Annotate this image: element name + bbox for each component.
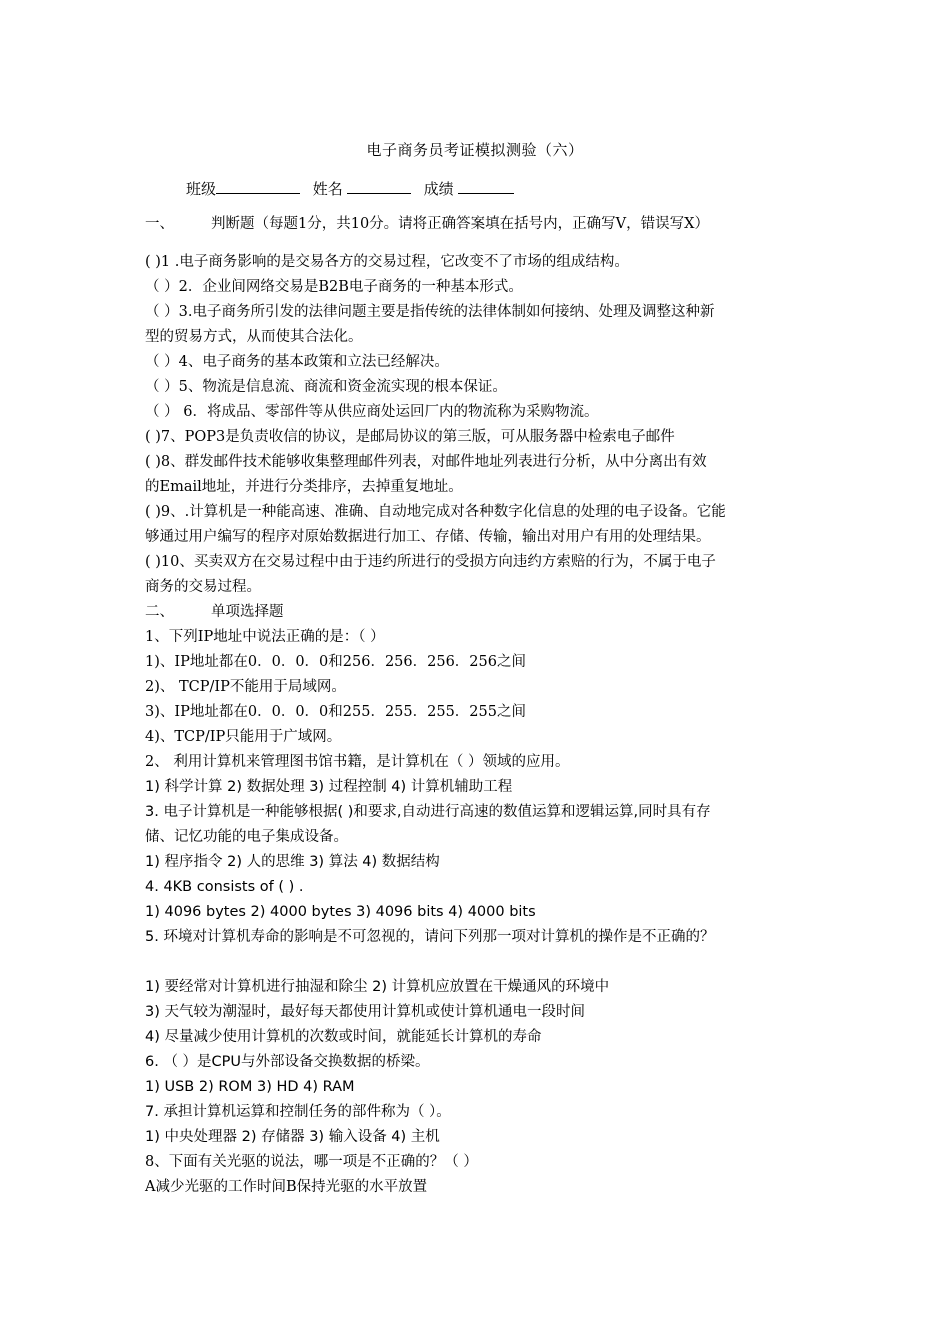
judge-line: （ ）3.电子商务所引发的法律问题主要是指传统的法律体制如何接纳、处理及调整这种新 xyxy=(145,304,715,320)
option-line: 1) 要经常对计算机进行抽湿和除尘 2) 计算机应放置在干燥通风的环境中 xyxy=(145,979,610,995)
class-blank xyxy=(216,179,300,194)
section2-title: 单项选择题 xyxy=(211,604,284,620)
question-line: 4. 4KB consists of ( ) . xyxy=(145,879,304,895)
judge-line: 的Email地址，并进行分类排序，去掉重复地址。 xyxy=(145,479,463,495)
option-line: 1)、IP地址都在0．0．0．0和256．256．256．256之间 xyxy=(145,654,526,670)
option-line: 3)、IP地址都在0．0．0．0和255．255．255．255之间 xyxy=(145,704,526,720)
judge-line: （ ）4、电子商务的基本政策和立法已经解决。 xyxy=(145,354,449,370)
score-label: 成绩 xyxy=(423,180,454,198)
question-line: 1、下列IP地址中说法正确的是：（ ） xyxy=(145,629,385,645)
judge-line: ( )1 .电子商务影响的是交易各方的交易过程，它改变不了市场的组成结构。 xyxy=(145,254,629,270)
judge-line: ( )9、.计算机是一种能高速、准确、自动地完成对各种数字化信息的处理的电子设备。它能 xyxy=(145,504,726,520)
option-line: 4) 尽量减少使用计算机的次数或时间，就能延长计算机的寿命 xyxy=(145,1029,542,1045)
judge-line: ( )8、群发邮件技术能够收集整理邮件列表，对邮件地址列表进行分析，从中分离出有效 xyxy=(145,454,707,470)
option-line: 3) 天气较为潮湿时，最好每天都使用计算机或使计算机通电一段时间 xyxy=(145,1004,585,1020)
judge-line: 型的贸易方式，从而使其合法化。 xyxy=(145,329,363,345)
judge-line: （ ）2．企业间网络交易是B2B电子商务的一种基本形式。 xyxy=(145,279,523,295)
option-line: 4)、TCP/IP只能用于广域网。 xyxy=(145,729,342,745)
option-line: A减少光驱的工作时间B保持光驱的水平放置 xyxy=(145,1179,428,1195)
question-line: 储、记忆功能的电子集成设备。 xyxy=(145,829,348,845)
judge-line: ( )7、POP3是负责收信的协议，是邮局协议的第三版，可从服务器中检索电子邮件 xyxy=(145,429,675,445)
judge-line: 够通过用户编写的程序对原始数据进行加工、存储、传输，输出对用户有用的处理结果。 xyxy=(145,529,711,545)
section1-number: 一、 xyxy=(145,216,174,232)
option-line: 1) 中央处理器 2) 存储器 3) 输入设备 4) 主机 xyxy=(145,1129,440,1145)
exam-content xyxy=(145,212,835,1200)
name-label: 姓名 xyxy=(312,180,343,198)
judge-line: ( )10、买卖双方在交易过程中由于违约所进行的受损方向违约方索赔的行为，不属于电子 xyxy=(145,554,716,570)
question-line: 2、 利用计算机来管理图书馆书籍，是计算机在（ ）领域的应用。 xyxy=(145,754,570,770)
section2-heading xyxy=(145,600,835,625)
name-blank xyxy=(347,179,411,194)
score-blank xyxy=(458,179,514,194)
question-line: 3. 电子计算机是一种能够根据( )和要求,自动进行高速的数值运算和逻辑运算,同时具有存 xyxy=(145,804,711,820)
option-line: 1) 4096 bytes 2) 4000 bytes 3) 4096 bits 4) 4000 bits xyxy=(145,904,536,920)
student-info-row xyxy=(186,178,522,199)
option-line: 1) 程序指令 2) 人的思维 3) 算法 4) 数据结构 xyxy=(145,854,440,870)
option-line: 1) 科学计算 2) 数据处理 3) 过程控制 4) 计算机辅助工程 xyxy=(145,779,513,795)
judge-line: （ ） 6．将成品、零部件等从供应商处运回厂内的物流称为采购物流。 xyxy=(145,404,599,420)
question-line: 8、下面有关光驱的说法，哪一项是不正确的？（ ） xyxy=(145,1154,478,1170)
section1-heading xyxy=(145,212,835,237)
judge-line: 商务的交易过程。 xyxy=(145,579,261,595)
option-line: 1) USB 2) ROM 3) HD 4) RAM xyxy=(145,1079,355,1095)
section1-title: 判断题（每题1分，共10分。请将正确答案填在括号内，正确写V，错误写X） xyxy=(211,216,709,232)
class-label: 班级 xyxy=(186,180,217,198)
question-line: 5. 环境对计算机寿命的影响是不可忽视的，请问下列那一项对计算机的操作是不正确的？ xyxy=(145,929,715,945)
question-line: 7. 承担计算机运算和控制任务的部件称为（ ）。 xyxy=(145,1104,451,1120)
option-line: 2)、 TCP/IP不能用于局域网。 xyxy=(145,679,346,695)
judge-line: （ ）5、物流是信息流、商流和资金流实现的根本保证。 xyxy=(145,379,507,395)
question-line: 6. （ ）是CPU与外部设备交换数据的桥梁。 xyxy=(145,1054,430,1070)
section2-number: 二、 xyxy=(145,604,174,620)
page-title: 电子商务员考证模拟测验（六） xyxy=(366,141,584,159)
